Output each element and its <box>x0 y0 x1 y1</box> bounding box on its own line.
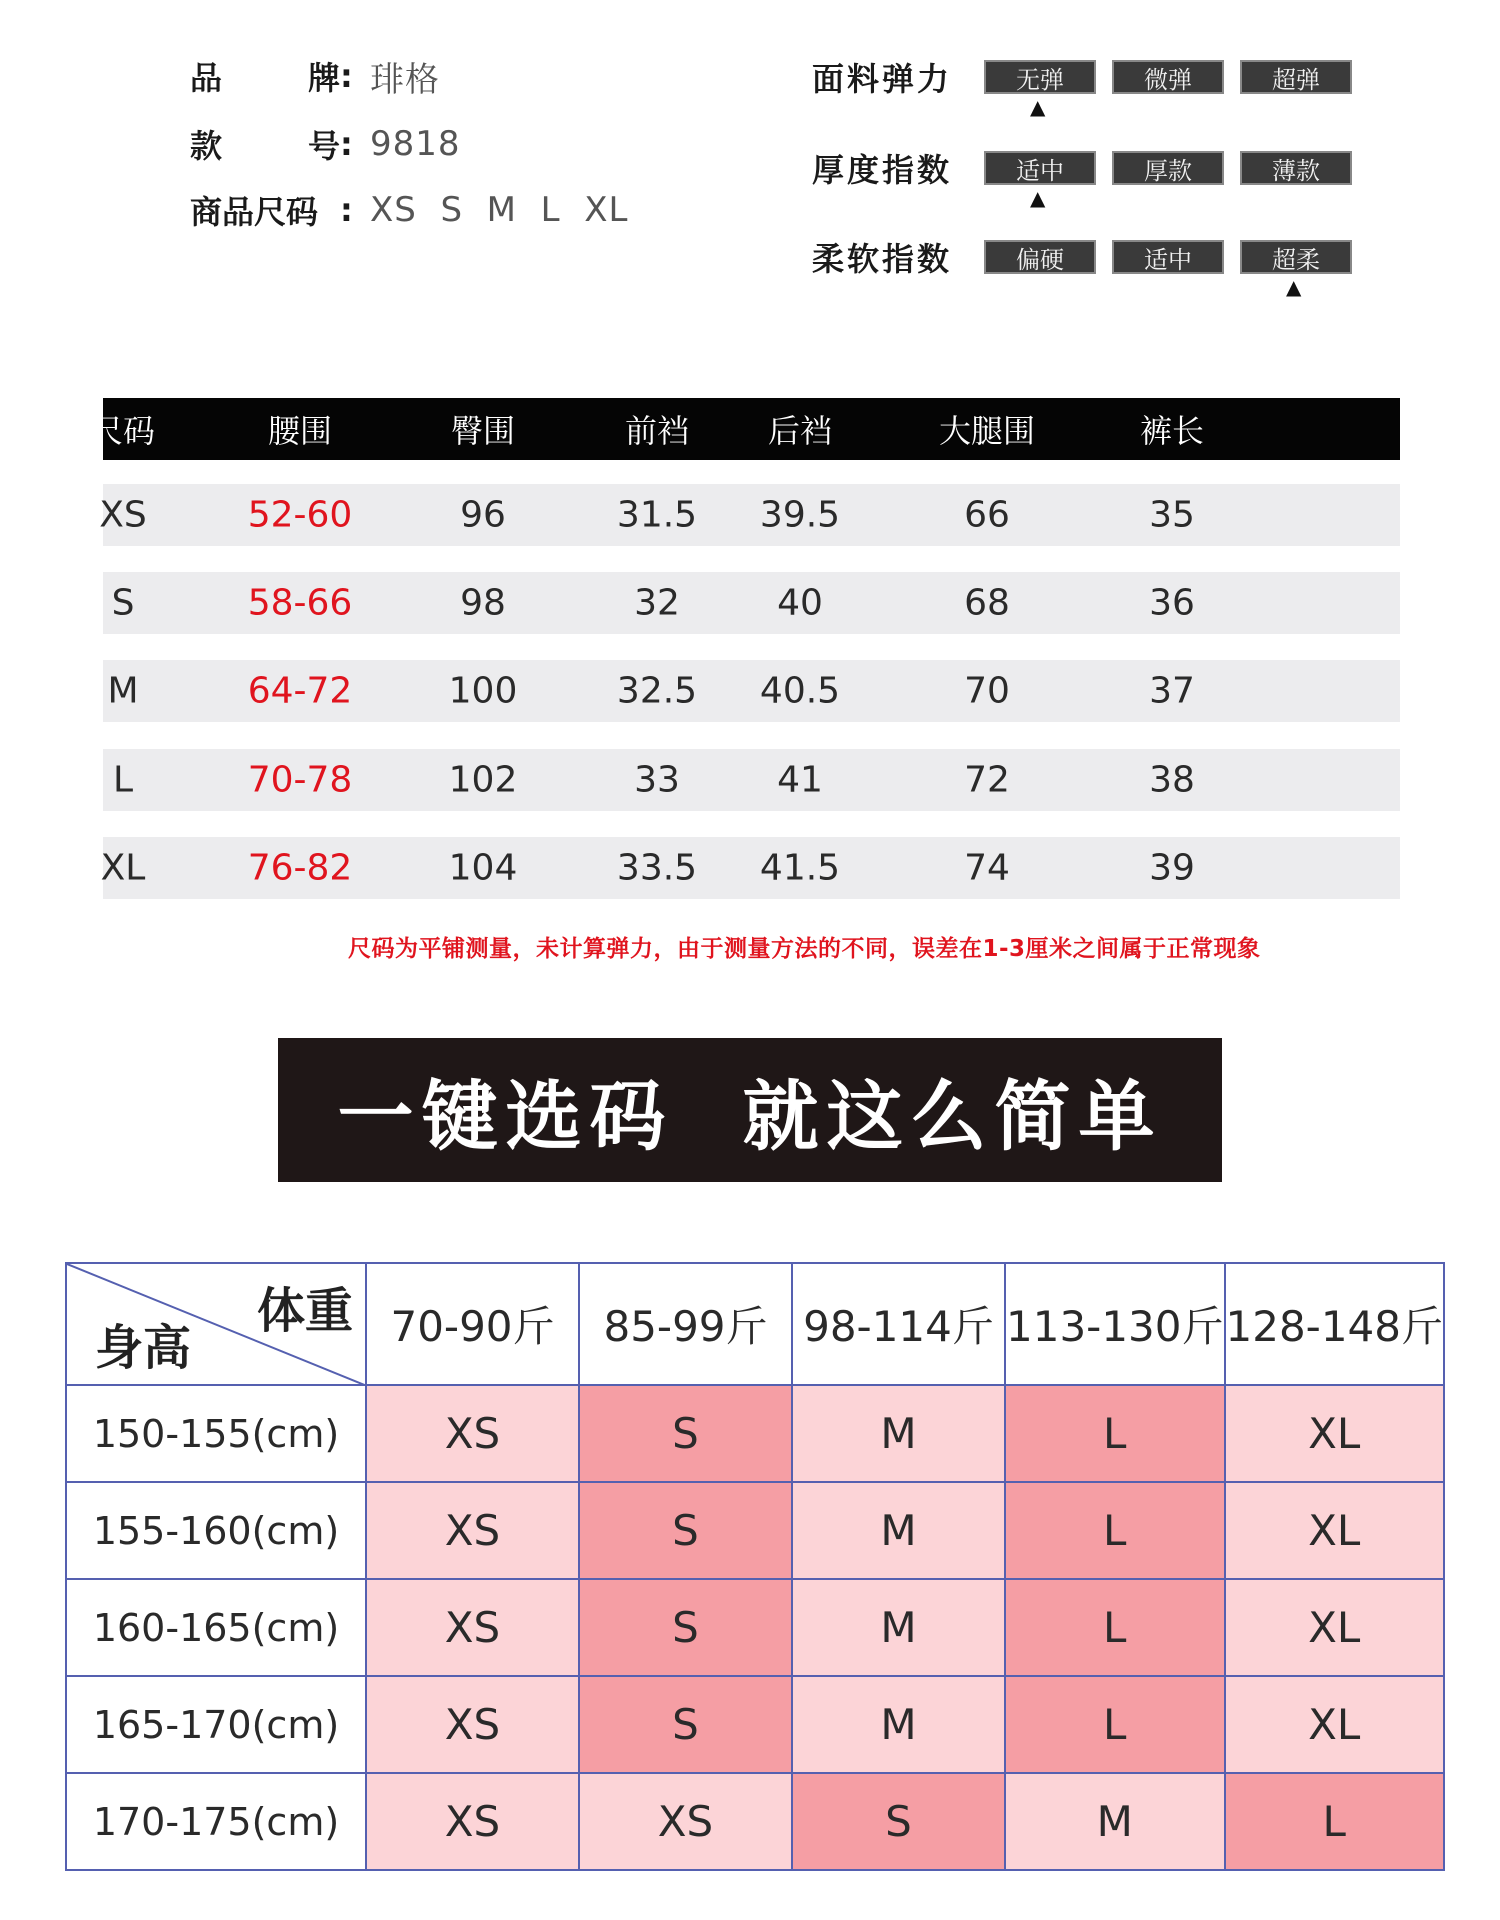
size-table-cell: 104 <box>448 847 518 889</box>
fabric-index-option: 适中 <box>984 151 1096 185</box>
height-range-cell: 155-160(cm) <box>66 1482 366 1579</box>
size-table-cell: XL <box>100 847 146 889</box>
weight-range-header: 85-99斤 <box>579 1263 792 1385</box>
fabric-index-row <box>812 148 1368 188</box>
size-table-header-cell: 尺码 <box>90 412 156 450</box>
selected-marker-icon: ▲ <box>1030 186 1046 210</box>
size-table-cell: 66 <box>964 494 1010 536</box>
size-table-header-cell: 后裆 <box>767 412 833 450</box>
recommended-size-cell: L <box>1005 1482 1225 1579</box>
size-table-cell: 98 <box>460 582 506 624</box>
size-table-cell: 40.5 <box>759 670 841 712</box>
size-table-cell: 76-82 <box>247 847 353 889</box>
fabric-index-row <box>812 237 1368 277</box>
recommended-size-cell: S <box>579 1676 792 1773</box>
recommended-size-cell: XS <box>366 1385 579 1482</box>
size-recommendation-table <box>65 1262 1445 1871</box>
size-table-cell: 96 <box>460 494 506 536</box>
size-table-row <box>103 749 1400 811</box>
size-table-cell: 32.5 <box>616 670 698 712</box>
recommended-size-cell: L <box>1225 1773 1445 1870</box>
height-range-cell: 170-175(cm) <box>66 1773 366 1870</box>
size-table-cell: 35 <box>1149 494 1195 536</box>
weight-range-header: 128-148斤 <box>1225 1263 1445 1385</box>
recommended-size-cell: XL <box>1225 1482 1445 1579</box>
recommended-size-cell: L <box>1005 1579 1225 1676</box>
weight-range-header: 98-114斤 <box>792 1263 1005 1385</box>
fabric-index-option: 无弹 <box>984 60 1096 94</box>
recommended-size-cell: S <box>579 1482 792 1579</box>
size-table-cell: 52-60 <box>247 494 353 536</box>
size-table-cell: 39 <box>1149 847 1195 889</box>
size-table-cell: 68 <box>964 582 1010 624</box>
size-table-row <box>100 837 1400 899</box>
size-table-cell: 41 <box>777 759 823 801</box>
recommended-size-cell: L <box>1005 1385 1225 1482</box>
size-table-cell: 64-72 <box>247 670 353 712</box>
recommended-size-cell: S <box>792 1773 1005 1870</box>
height-row <box>66 1579 1444 1676</box>
corner-cell <box>66 1263 366 1385</box>
size-table-cell: 41.5 <box>759 847 841 889</box>
size-table-row <box>99 484 1400 546</box>
colon: : <box>340 125 353 163</box>
weight-header-row <box>66 1263 1444 1385</box>
fabric-index-option: 偏硬 <box>984 240 1096 274</box>
height-range-cell: 150-155(cm) <box>66 1385 366 1482</box>
size-table-cell: 102 <box>448 759 518 801</box>
size-table-cell: 70 <box>964 670 1010 712</box>
colon: : <box>340 57 353 95</box>
fabric-index-option: 微弹 <box>1112 60 1224 94</box>
fabric-index-label: 柔软指数 <box>812 240 953 278</box>
size-table-cell: 31.5 <box>616 494 698 536</box>
height-range-cell: 160-165(cm) <box>66 1579 366 1676</box>
size-table-header-cell: 前裆 <box>624 412 690 450</box>
size-table-cell: 39.5 <box>759 494 841 536</box>
size-table-cell: 37 <box>1149 670 1195 712</box>
measurement-note: 尺码为平铺测量，未计算弹力，由于测量方法的不同，误差在1-3厘米之间属于正常现象 <box>348 936 1261 962</box>
size-table-header <box>90 398 1400 460</box>
fabric-index-label: 面料弹力 <box>812 60 953 98</box>
size-table-cell: L <box>112 759 134 801</box>
fabric-index-option: 厚款 <box>1112 151 1224 185</box>
banner-text: 一键选码 就这么简单 <box>337 1071 1163 1161</box>
recommended-size-cell: XL <box>1225 1385 1445 1482</box>
size-table-cell: 33.5 <box>616 847 698 889</box>
recommended-size-cell: XS <box>366 1579 579 1676</box>
size-table-header-cell: 臀围 <box>450 412 516 450</box>
size-table-cell: 40 <box>777 582 823 624</box>
size-table-row <box>103 572 1400 634</box>
recommended-size-cell: M <box>792 1676 1005 1773</box>
height-axis-label: 身高 <box>95 1320 192 1376</box>
sizes-value: XS S M L XL <box>370 190 629 230</box>
fabric-index-option: 薄款 <box>1240 151 1352 185</box>
size-table-cell: 36 <box>1149 582 1195 624</box>
brand-value: 琲格 <box>370 59 440 100</box>
size-table-cell: 100 <box>448 670 518 712</box>
size-table-cell: 72 <box>964 759 1010 801</box>
size-table-header-cell: 大腿围 <box>938 412 1036 450</box>
recommended-size-cell: XL <box>1225 1676 1445 1773</box>
recommended-size-cell: S <box>579 1385 792 1482</box>
size-table-cell: 38 <box>1149 759 1195 801</box>
height-row <box>66 1385 1444 1482</box>
model-value: 9818 <box>370 124 461 164</box>
height-range-cell: 165-170(cm) <box>66 1676 366 1773</box>
recommended-size-cell: XS <box>366 1676 579 1773</box>
size-table-cell: S <box>111 582 135 624</box>
weight-range-header: 70-90斤 <box>366 1263 579 1385</box>
banner <box>278 1038 1222 1182</box>
colon: : <box>340 191 353 229</box>
selected-marker-icon: ▲ <box>1286 275 1302 299</box>
size-table-cell: 32 <box>634 582 680 624</box>
recommendation-body <box>66 1385 1444 1870</box>
size-table-cell: 58-66 <box>247 582 353 624</box>
model-row <box>190 124 461 164</box>
fabric-index-label: 厚度指数 <box>812 151 953 189</box>
size-table-cell: 74 <box>964 847 1010 889</box>
size-table-cell: XS <box>99 494 147 536</box>
size-table-row <box>103 660 1400 722</box>
brand-label: 品 牌 <box>190 59 340 97</box>
size-table-header-cell: 裤长 <box>1139 412 1205 450</box>
size-table-cell: M <box>107 670 139 712</box>
recommended-size-cell: XS <box>366 1482 579 1579</box>
recommended-size-cell: M <box>792 1385 1005 1482</box>
recommended-size-cell: S <box>579 1579 792 1676</box>
recommended-size-cell: L <box>1005 1676 1225 1773</box>
fabric-index-option: 超柔 <box>1240 240 1352 274</box>
size-table-cell: 70-78 <box>247 759 353 801</box>
recommended-size-cell: XS <box>366 1773 579 1870</box>
fabric-index-option: 适中 <box>1112 240 1224 274</box>
height-row <box>66 1773 1444 1870</box>
sizes-row <box>190 190 628 230</box>
model-label: 款 号 <box>190 127 340 165</box>
recommended-size-cell: XL <box>1225 1579 1445 1676</box>
weight-range-header: 113-130斤 <box>1005 1263 1225 1385</box>
selected-marker-icon: ▲ <box>1030 95 1046 119</box>
recommended-size-cell: M <box>792 1579 1005 1676</box>
recommended-size-cell: M <box>1005 1773 1225 1870</box>
height-row <box>66 1676 1444 1773</box>
height-row <box>66 1482 1444 1579</box>
size-table-cell: 33 <box>634 759 680 801</box>
weight-axis-label: 体重 <box>256 1283 353 1339</box>
brand-row <box>190 56 440 100</box>
recommended-size-cell: M <box>792 1482 1005 1579</box>
sizes-label: 商品尺码 <box>190 193 319 231</box>
recommended-size-cell: XS <box>579 1773 792 1870</box>
size-table-header-cell: 腰围 <box>267 412 333 450</box>
fabric-index-option: 超弹 <box>1240 60 1352 94</box>
fabric-index-row <box>812 57 1368 97</box>
